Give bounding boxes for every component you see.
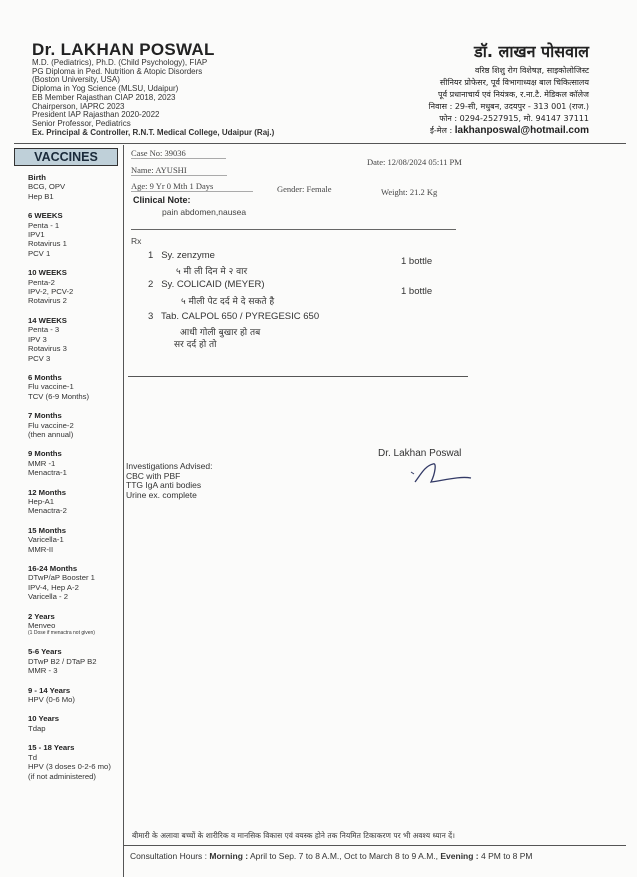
qualification-line: M.D. (Pediatrics), Ph.D. (Child Psychology), FIAP xyxy=(32,58,208,67)
hindi-line: पूर्व प्रधानाचार्य एवं नियंत्रक, र.ना.टै. मेडिकल कॉलेज xyxy=(438,90,589,99)
vaccine-group-heading: 16-24 Months xyxy=(28,564,78,573)
vaccine-group-heading: 15 Months xyxy=(28,525,67,535)
hindi-phone: फोन : 0294-2527915, मो. 94147 37111 xyxy=(439,114,589,123)
med-name: Sy. zenzyme xyxy=(161,250,215,261)
vaccine-item: Td xyxy=(28,752,37,762)
clinical-divider xyxy=(131,229,456,230)
vaccine-group xyxy=(28,647,111,675)
vaccine-item: PCV 3 xyxy=(28,353,51,363)
sidebar-divider xyxy=(123,145,124,877)
signature-name: Dr. Lakhan Poswal xyxy=(378,448,462,459)
investigation-item: Urine ex. complete xyxy=(126,489,197,500)
med-number: 2 xyxy=(148,279,154,290)
evening-hours: 4 PM to 8 PM xyxy=(478,851,533,861)
patient-weight: Weight: 21.2 Kg xyxy=(381,187,438,197)
vaccine-group-heading: 6 WEEKS xyxy=(28,211,63,221)
vaccine-item: IPV 3 xyxy=(28,334,47,344)
patient-name: Name: AYUSHI xyxy=(131,165,227,176)
vaccine-group xyxy=(28,316,111,363)
vaccine-group xyxy=(28,686,111,705)
vaccine-group xyxy=(28,411,111,439)
vaccine-group xyxy=(28,488,111,516)
vaccine-note: (1 Dose if menactra not given) xyxy=(28,630,95,637)
med-name: Sy. COLICAID (MEYER) xyxy=(161,279,265,290)
footer-hindi-note: बीमारी के अलावा बच्चों के शारीरिक व मानसिक विकास एवं वयस्क होने तक नियमित टिकाकरण पर भी अवश्य ध्यान दें। xyxy=(132,831,455,840)
evening-label: Evening : xyxy=(440,851,479,861)
vaccine-item: MMR - 3 xyxy=(28,666,58,676)
vaccine-item: Rotavirus 2 xyxy=(28,296,67,306)
vaccine-item: Hep B1 xyxy=(28,191,54,201)
vaccines-title: VACCINES xyxy=(14,148,118,166)
visit-date: Date: 12/08/2024 05:11 PM xyxy=(367,157,462,167)
vaccine-group-heading: Birth xyxy=(28,173,46,182)
investigation-item: CBC with PBF xyxy=(126,470,181,481)
med-3-dose: आधी गोली बुखार हो तब xyxy=(180,328,261,338)
qualification-line: EB Member Rajasthan CIAP 2018, 2023 xyxy=(32,92,176,102)
vaccine-item: Rotavirus 3 xyxy=(28,344,67,354)
hindi-email-line xyxy=(429,125,589,137)
vaccine-group xyxy=(28,743,111,781)
vaccine-group xyxy=(28,211,111,258)
vaccine-item: Varicella - 2 xyxy=(28,592,69,602)
vaccine-item: BCG, OPV xyxy=(28,182,66,192)
med-number: 3 xyxy=(148,311,154,322)
clinical-note-label: Clinical Note: xyxy=(133,195,191,205)
vaccine-group xyxy=(28,373,111,401)
patient-gender: Gender: Female xyxy=(277,184,332,194)
vaccine-group-heading: 12 Months xyxy=(28,487,67,497)
footer-divider xyxy=(123,845,626,846)
vaccine-item: Menactra-2 xyxy=(28,506,67,516)
vaccine-group-heading: 9 - 14 Years xyxy=(28,685,71,695)
vaccine-group-heading: 7 Months xyxy=(28,411,62,421)
vaccine-group xyxy=(28,612,111,638)
investigation-item: TTG IgA anti bodies xyxy=(126,480,202,490)
vaccine-item: Tdap xyxy=(28,723,46,733)
med-3 xyxy=(148,311,319,322)
doctor-qualifications xyxy=(32,59,274,137)
vaccine-group-heading: 10 WEEKS xyxy=(28,268,67,278)
qualification-line: Diploma in Yog Science (MLSU, Udaipur) xyxy=(32,84,179,94)
vaccine-item: (then annual) xyxy=(28,429,74,439)
med-2-qty: 1 bottle xyxy=(401,286,433,297)
vaccine-item: (if not administered) xyxy=(28,771,96,781)
qualification-line: President IAP Rajasthan 2020-2022 xyxy=(32,110,160,120)
morning-label: Morning : xyxy=(209,851,249,861)
vaccine-item: MMR -1 xyxy=(28,458,56,468)
vaccine-group xyxy=(28,714,111,733)
vaccine-schedule xyxy=(28,173,111,791)
header-divider xyxy=(14,143,626,144)
med-name: Tab. CALPOL 650 / PYREGESIC 650 xyxy=(161,311,320,322)
rx-label: Rx xyxy=(131,236,142,246)
vaccine-item: Penta - 3 xyxy=(28,325,60,335)
vaccine-item: HPV (0-6 Mo) xyxy=(28,695,75,705)
doctor-position: Ex. Principal & Controller, R.N.T. Medical College, Udaipur (Raj.) xyxy=(32,127,275,137)
vaccine-item: Flu vaccine-1 xyxy=(28,382,74,392)
vaccine-item: DTwP/aP Booster 1 xyxy=(28,573,95,583)
vaccine-group xyxy=(28,268,111,306)
med-2-dose: ५ मीली पेट दर्द मे दे सकते है xyxy=(181,297,275,307)
clinical-complaint: pain abdomen,nausea xyxy=(162,207,247,217)
vaccine-item: Menveo xyxy=(28,621,56,631)
email-address: lakhanposwal@hotmail.com xyxy=(454,125,589,136)
vaccine-item: IPV1 xyxy=(28,230,45,240)
rx-divider xyxy=(128,376,468,377)
vaccine-item: IPV-4, Hep A-2 xyxy=(28,582,79,592)
vaccine-group-heading: 15 - 18 Years xyxy=(28,743,75,753)
vaccine-group xyxy=(28,449,111,477)
qualification-line: Senior Professor, Pediatrics xyxy=(32,118,131,128)
doctor-name: Dr. LAKHAN POSWAL xyxy=(32,40,215,59)
patient-age: Age: 9 Yr 0 Mth 1 Days xyxy=(131,181,253,192)
vaccine-group xyxy=(28,564,111,602)
vaccine-group-heading: 5-6 Years xyxy=(28,647,62,657)
med-3-dose-2: सर दर्द हो तो xyxy=(174,340,217,350)
hindi-line: वरिष्ठ शिशु रोग विशेषज्ञ, साइकोलोजिस्ट xyxy=(474,66,589,75)
vaccine-item: Flu vaccine-2 xyxy=(28,420,74,430)
med-1 xyxy=(148,250,215,261)
vaccine-group-heading: 10 Years xyxy=(28,714,60,724)
vaccine-group xyxy=(28,526,111,554)
med-1-qty: 1 bottle xyxy=(401,256,433,267)
vaccine-item: Rotavirus 1 xyxy=(28,239,67,249)
qualification-line: Chairperson, IAPRC 2023 xyxy=(32,101,125,111)
investigations-label: Investigations Advised: xyxy=(126,461,213,471)
vaccine-item: PCV 1 xyxy=(28,248,51,258)
case-number: Case No: 39036 xyxy=(131,148,226,159)
morning-hours: April to Sep. 7 to 8 A.M., Oct to March 8 to 9 A.M., xyxy=(248,851,441,861)
med-number: 1 xyxy=(148,250,154,261)
med-2 xyxy=(148,279,265,290)
med-1-dose: ५ मी ली दिन मे २ वार xyxy=(176,267,248,277)
consultation-hours xyxy=(130,851,533,861)
vaccine-item: Penta - 1 xyxy=(28,220,60,230)
vaccine-group-heading: 14 WEEKS xyxy=(28,315,67,325)
hindi-header xyxy=(429,40,589,137)
vaccine-item: DTwP B2 / DTaP B2 xyxy=(28,656,97,666)
consult-label: Consultation Hours : xyxy=(130,851,210,861)
investigations xyxy=(126,462,212,500)
vaccine-group-heading: 9 Months xyxy=(28,449,62,459)
email-label: ई-मेल : xyxy=(429,126,453,135)
vaccine-item: Penta-2 xyxy=(28,277,55,287)
vaccine-item: TCV (6-9 Months) xyxy=(28,391,90,401)
vaccine-item: Hep-A1 xyxy=(28,496,55,506)
hindi-address: निवास : 29-सी, मधुबन, उदयपुर - 313 001 (राज.) xyxy=(428,102,589,111)
qualification-line: (Boston University, USA) xyxy=(32,75,120,85)
vaccine-item: MMR-II xyxy=(28,544,54,554)
vaccine-group-heading: 2 Years xyxy=(28,611,55,621)
hindi-doctor-name: डॉ. लाखन पोसवाल xyxy=(474,42,589,61)
vaccine-item: HPV (3 doses 0-2-6 mo) xyxy=(28,762,111,772)
vaccine-item: Varicella-1 xyxy=(28,535,64,545)
vaccine-group-heading: 6 Months xyxy=(28,372,62,382)
hindi-line: सीनियर प्रोफेसर, पूर्व विभागाध्यक्ष बाल चिकित्सालय xyxy=(439,78,589,87)
vaccine-group xyxy=(28,173,111,201)
signature-scribble xyxy=(405,460,475,490)
vaccine-item: Menactra-1 xyxy=(28,468,67,478)
qualification-line: PG Diploma in Ped. Nutrition & Atopic Disorders xyxy=(32,66,203,76)
vaccine-item: IPV-2, PCV-2 xyxy=(28,287,74,297)
